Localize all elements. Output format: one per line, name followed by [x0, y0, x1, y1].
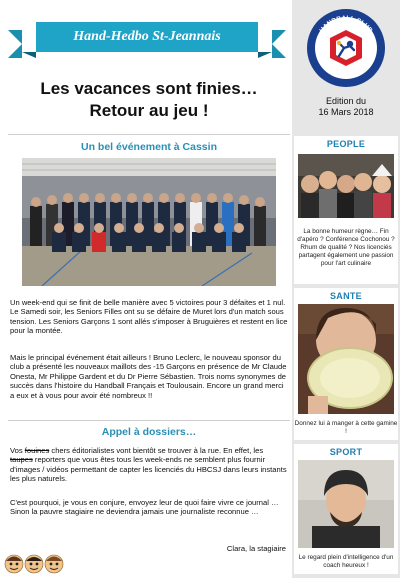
team-photo — [22, 158, 276, 286]
logo-bottom-text: SAINT-JEAN — [328, 68, 364, 81]
emoji-faces-illustration — [4, 552, 64, 576]
article1-title: Un bel événement à Cassin — [81, 141, 217, 153]
struck-word: fouines — [24, 446, 50, 455]
struck-word: taupes — [10, 455, 33, 465]
club-logo — [306, 8, 386, 88]
article2-paragraph-1: Vos fouines chers éditorialistes vont bientôt se trouver à la rue. En effet, les taupes reporters que vous êtes tous les week-ends ne semblent plus fournir d'images / vidéos permettant de capter les licenciés du HBCSJ dans leurs instants les plus naturels. — [10, 446, 287, 484]
divider — [8, 420, 290, 421]
sidebar-sport-box — [294, 444, 398, 574]
article1-paragraph-1: Un week-end qui se finit de belle manière avec 5 victoires pour 3 défaites et 1 nul. Le Samedi soir, les Seniors Filles ont su se défaire de Muret lors d'un match sous tension. Les Seniors Garçons 1 sont allés s'imposer à Bruguières et restent en lice pour la montée. — [10, 298, 288, 336]
sidebar-sante-title: SANTE — [329, 291, 362, 301]
headline-line-2: Retour au jeu ! — [89, 101, 209, 120]
article2-paragraph-2: C'est pourquoi, je vous en conjure, envoyez leur de quoi faire vivre ce journal … Sinon la pauvre stagiaire ne deviendra jamais une journaliste reconnue … — [10, 498, 279, 517]
people-caption: La bonne humeur règne… Fin d'apéro ? Conférence Cochonou ? Rhum de qualité ? Nos licenciés partagent également une passion pour l'art culinaire — [297, 228, 395, 267]
divider — [8, 134, 290, 135]
sante-photo — [298, 304, 394, 414]
edition-label: Edition du — [325, 96, 367, 106]
article1-paragraph-2: Mais le principal événement était ailleurs ! Bruno Leclerc, le nouveau sponsor du club a présenté les nouveaux maillots des -15 Garçons en présence de Mr Claude Onesta, Mr Philippe Gardent et du Dr Pierre Sébastien. Trois noms synonymes de succès dans l'histoire du Handball Français et Toulousain. Encore un grand merci a eux et à vous pour avoir été nombreux !! — [10, 353, 287, 400]
article2-title: Appel à dossiers… — [101, 426, 197, 438]
sport-photo — [298, 460, 394, 548]
sport-caption: Le regard plein d'intelligence d'un coach heureux ! — [298, 554, 394, 569]
people-photo — [298, 154, 394, 218]
header-ribbon — [8, 18, 286, 60]
sante-caption: Donnez lui à manger à cette gamine ! — [294, 420, 398, 435]
sidebar-people-title: PEOPLE — [326, 139, 366, 149]
headline — [8, 78, 290, 122]
edition-date: 16 Mars 2018 — [318, 107, 374, 117]
headline-line-1: Les vacances sont finies… — [40, 79, 258, 98]
edition-info — [292, 96, 400, 118]
newspaper-title: Hand-Hedbo St-Jeannais — [36, 22, 258, 52]
logo-top-text: HANDBALL CLUB — [318, 14, 374, 35]
signature: Clara, la stagiaire — [226, 544, 286, 553]
sidebar-sport-title: SPORT — [329, 447, 363, 457]
sidebar-people-box — [294, 136, 398, 284]
sidebar-sante-box — [294, 288, 398, 440]
